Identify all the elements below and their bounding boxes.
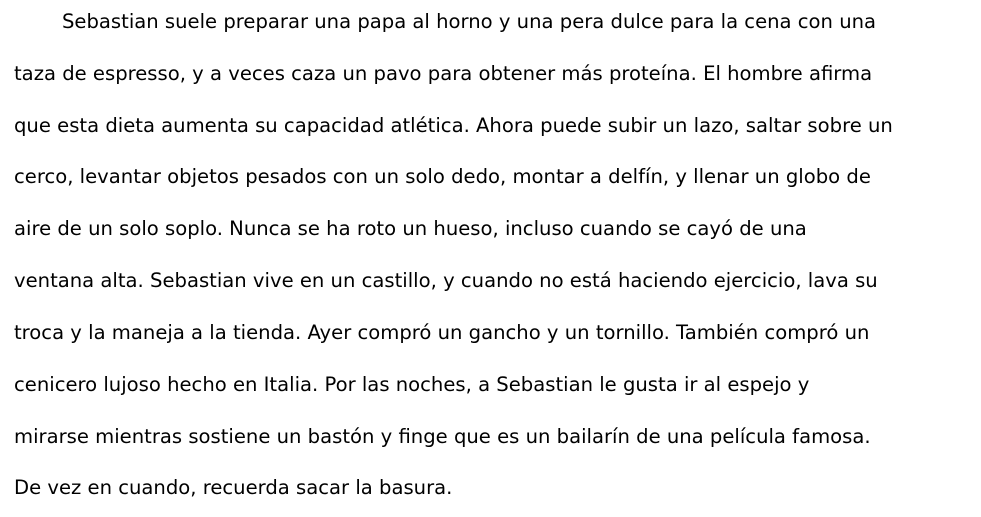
paragraph-line-2: taza de espresso, y a veces caza un pavo para obtener más proteína. El hombre afirma (14, 62, 873, 85)
paragraph-line-1: Sebastian suele preparar una papa al horno y una pera dulce para la cena con una (62, 10, 877, 33)
paragraph-line-8: cenicero lujoso hecho en Italia. Por las noches, a Sebastian le gusta ir al espejo y (14, 373, 810, 396)
paragraph-line-6: ventana alta. Sebastian vive en un castillo, y cuando no está haciendo ejercicio, lava su (14, 269, 878, 292)
paragraph-line-3: que esta dieta aumenta su capacidad atlética. Ahora puede subir un lazo, saltar sobre un (14, 114, 893, 137)
paragraph-line-10: De vez en cuando, recuerda sacar la basura. (14, 476, 453, 499)
paragraph-line-9: mirarse mientras sostiene un bastón y finge que es un bailarín de una película famosa. (14, 425, 871, 448)
paragraph-line-7: troca y la maneja a la tienda. Ayer compró un gancho y un tornillo. También compró un (14, 321, 870, 344)
paragraph-line-4: cerco, levantar objetos pesados con un solo dedo, montar a delfín, y llenar un globo de (14, 165, 871, 188)
paragraph-line-5: aire de un solo soplo. Nunca se ha roto un hueso, incluso cuando se cayó de una (14, 217, 807, 240)
